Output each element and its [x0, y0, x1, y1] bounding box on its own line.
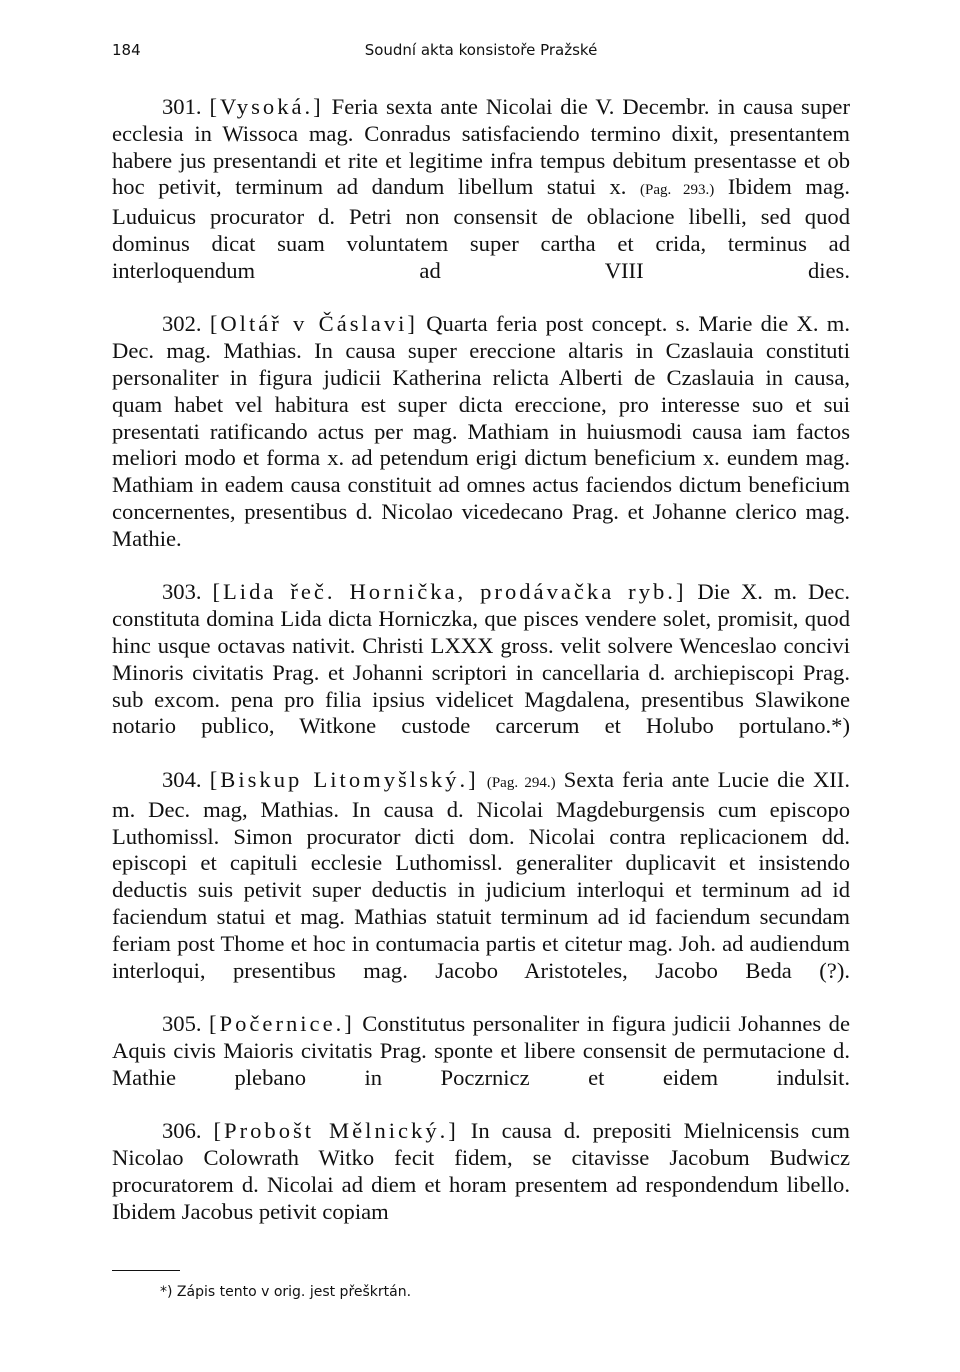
- entry-text: Ibidem mag. Luduicus procurator d. Petri non consensit de oblacione libelli, sed quod dominus dicat suam voluntatem super cartha et crida, terminus ad interloquendum ad VIII dies.: [112, 174, 850, 283]
- entry-heading: [Biskup Litomyšlský.]: [209, 766, 479, 792]
- entry-text: Constitutus personaliter in figura judicii Johannes de Aquis civis Maioris civitatis Prag. sponte et libere consensit de permutacione d. Mathie plebano in Poczrnicz et eidem indulsit.: [112, 1011, 851, 1090]
- entry-304: [112, 767, 850, 1011]
- entry-text: In causa d. prepositi Mielnicensis cum Nicolao Colowrath Witko fecit fidem, se citavisse Jacobum Budwicz procuratorem d. Nicolai ad diem et horam presentem ad respondendum libello. Ibidem Jacobus petivit copiam: [112, 1118, 850, 1224]
- entry-text: Sexta feria ante Lucie die XII. m. Dec. mag, Mathias. In causa d. Nicolai Magdeburgensis cum episcopo Luthomissl. Simon procurator dicti dom. Nicolai contra replicacionem dd. episcopi et capituli ecclesie Luthomissl. generaliter duplicavit et insistendo deductis suis petivit super deductis in judicium interloqui et terminum ad id faciendum statui et mag. Mathias statuit terminum ad id faciendum secundam feriam post Thome et hoc in contumacia partis et citetur mag. Joh. ad audiendum interloqui, presentibus mag. Jacobo Aristoteles, Jacobo Beda (?).: [112, 766, 850, 983]
- entry-306: [112, 1118, 850, 1225]
- footnote-divider: [112, 1270, 180, 1271]
- page-note: (Pag. 293.): [640, 182, 715, 199]
- entry-303: [112, 579, 850, 767]
- entry-number: 302.: [162, 311, 202, 337]
- entry-heading: [Probošt Mělnický.]: [213, 1118, 459, 1144]
- entry-heading: [Vysoká.]: [209, 94, 324, 119]
- entry-heading: [Počernice.]: [209, 1011, 355, 1037]
- entry-301: [112, 94, 850, 311]
- entry-text: Feria sexta ante Nicolai die V. Decembr. in causa super ecclesia in Wissoca mag. Conradus satisfaciendo termino dixit, presentantem habere jus presentandi et rite et legitime infra tempus debitum presentasse et ob hoc petivit, terminum ad dandum libellum statui x.: [112, 94, 850, 200]
- footnote: *) Zápis tento v orig. jest přeškrtán.: [160, 1284, 412, 1300]
- entry-305: [112, 1011, 850, 1118]
- running-title: Soudní akta konsistoře Pražské: [364, 41, 598, 59]
- entry-number: 303.: [162, 579, 202, 605]
- entry-302: [112, 311, 850, 579]
- entry-number: 305.: [162, 1011, 202, 1037]
- running-head: [112, 38, 850, 62]
- entry-number: 304.: [162, 766, 202, 792]
- entry-number: 301.: [162, 94, 202, 119]
- entry-text: Quarta feria post concept. s. Marie die X. m. Dec. mag. Mathias. In causa super ereccione altaris in Czaslauia constituti personaliter in figura judicii Katherina relicta Alberti de Czaslauia in causa, quam habet vel habitura est super dicta ereccione, pro interesse suo et sui presentati ratificando actus per mag. Mathiam in huiusmodi causa iam factos meliori modo et forma x. ad petendum erigi dictum beneficium x. eundem mag. Mathiam in eadem causa constituit ad omnes actus faciendos dictum beneficium concernentes, presentibus d. Nicolao vicedecano Prag. et Johanne clerico mag. Mathie.: [112, 311, 850, 551]
- entry-text: Die X. m. Dec. constituta domina Lida dicta Horniczka, que pisces vendere solet, promisit, quod hinc usque octavas nativit. Christi LXXX gross. velit solvere Wenceslao concivi Minoris civitatis Prag. et Johanni scriptori in cancellaria d. archiepiscopi Prag. sub excom. pena pro filia ipsius videlicet Magdalena, presentibus Slawikone notario publico, Witkone custode carcerum et Holubo portulano.*): [112, 579, 851, 739]
- page-number: 184: [112, 41, 141, 59]
- page-note: (Pag. 294.): [486, 774, 556, 791]
- entry-heading: [Lida řeč. Hornička, prodávačka ryb.]: [212, 579, 687, 605]
- entry-number: 306.: [162, 1118, 202, 1144]
- entry-heading: [Oltář v Čáslavi]: [209, 311, 418, 337]
- body-text: [112, 94, 850, 1225]
